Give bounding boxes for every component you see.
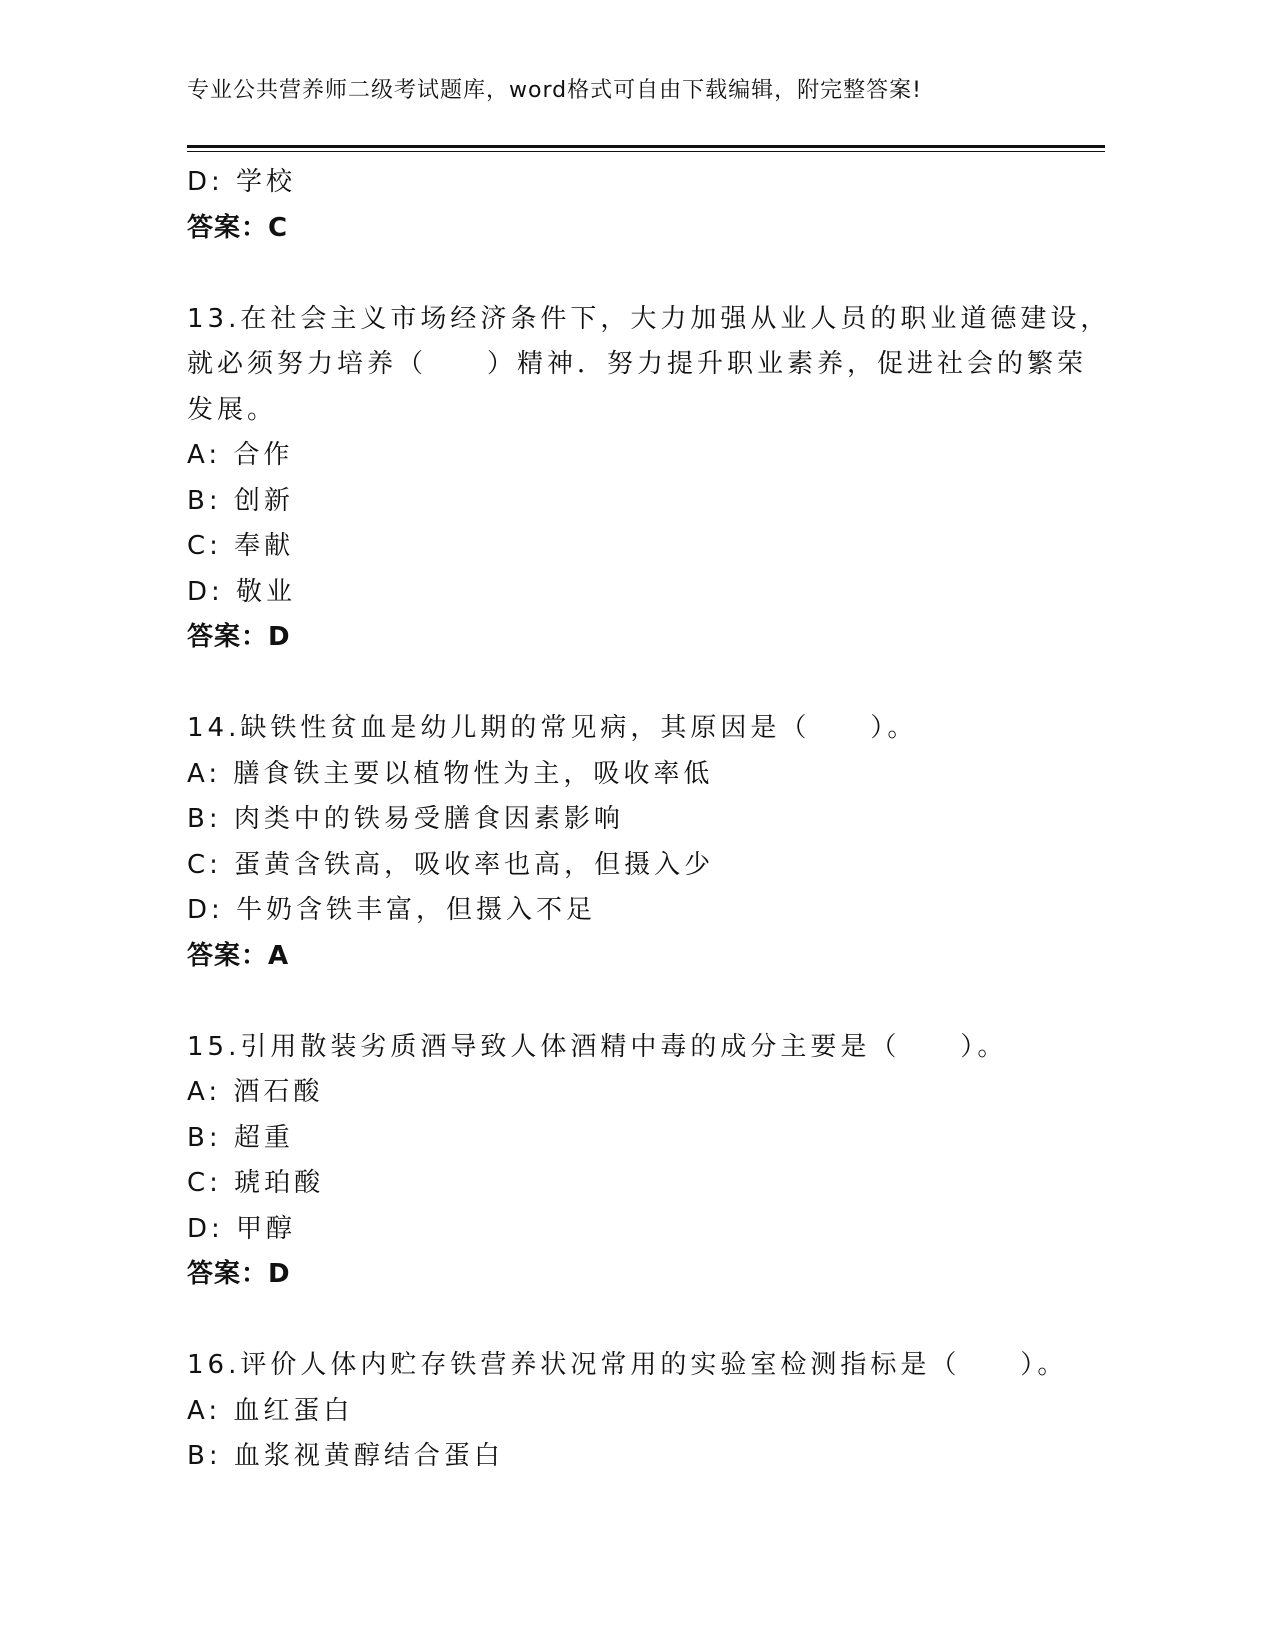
option-a: A: 酒石酸	[187, 1077, 324, 1107]
header-rule-thin	[187, 151, 1105, 152]
question-stem-line: 发展。	[187, 394, 278, 425]
question-stem-line: 就必须努力培养（ ）精神．努力提升职业素养，促进社会的繁荣	[187, 349, 1088, 379]
spacer	[187, 661, 1105, 707]
question-15	[187, 1025, 1105, 1298]
answer-line: 答案：A	[187, 940, 290, 971]
question-stem-line: 16.评价人体内贮存铁营养状况常用的实验室检测指标是（ ）。	[187, 1350, 1068, 1380]
question-stem-line: 13.在社会主义市场经济条件下，大力加强从业人员的职业道德建设，	[187, 303, 1111, 334]
question-13	[187, 297, 1111, 661]
option-b: B: 肉类中的铁易受膳食因素影响	[187, 804, 624, 834]
spacer	[187, 251, 1105, 297]
option-b: B: 创新	[187, 485, 294, 516]
option-c: C: 奉献	[187, 531, 295, 561]
option-d: D: 敬业	[187, 576, 297, 607]
spacer	[187, 979, 1105, 1025]
option-a: A: 膳食铁主要以植物性为主，吸收率低	[187, 758, 714, 789]
option-b: B: 超重	[187, 1122, 294, 1153]
header-rule-thick	[187, 145, 1105, 148]
option-d: D: 甲醇	[187, 1213, 297, 1244]
option-c: C: 琥珀酸	[187, 1168, 325, 1198]
option-a: A: 合作	[187, 440, 294, 470]
option-a: A: 血红蛋白	[187, 1395, 354, 1426]
option-d: D: 牛奶含铁丰富，但摄入不足	[187, 895, 597, 925]
option-d: D: 学校	[187, 167, 297, 197]
question-stem-line: 14.缺铁性贫血是幼儿期的常见病，其原因是（ ）。	[187, 713, 918, 743]
option-c: C: 蛋黄含铁高，吸收率也高，但摄入少	[187, 849, 715, 880]
question-14	[187, 706, 1105, 979]
spacer	[187, 1298, 1105, 1344]
question-12-tail	[187, 160, 1105, 251]
page-header: 专业公共营养师二级考试题库，word格式可自由下载编辑，附完整答案!	[187, 78, 922, 103]
answer-line: 答案：D	[187, 1259, 291, 1289]
document-body	[187, 160, 1111, 1480]
question-stem-line: 15.引用散装劣质酒导致人体酒精中毒的成分主要是（ ）。	[187, 1031, 1008, 1062]
option-b: B: 血浆视黄醇结合蛋白	[187, 1441, 504, 1471]
answer-line: 答案：C	[187, 212, 289, 243]
question-16	[187, 1343, 1105, 1480]
answer-line: 答案：D	[187, 622, 291, 652]
